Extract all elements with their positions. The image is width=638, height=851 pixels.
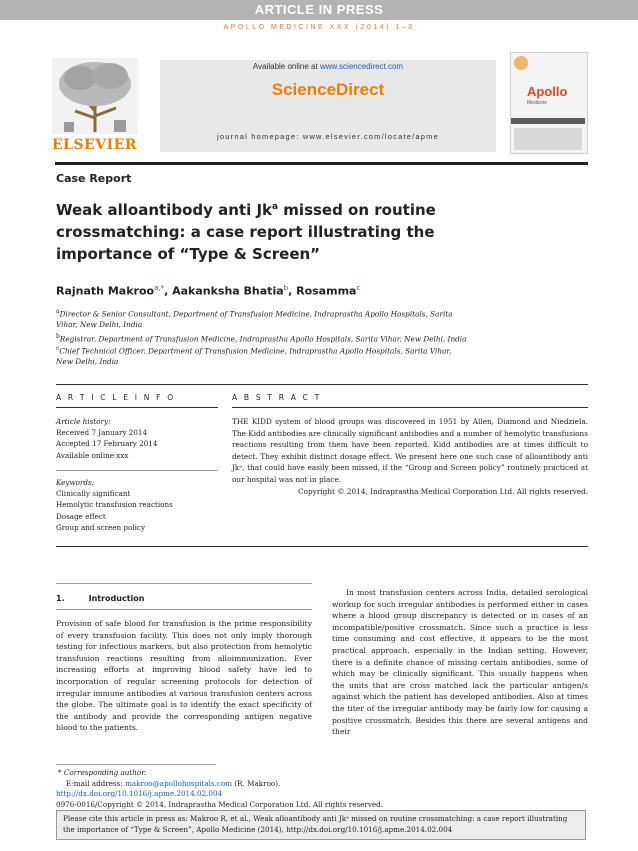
keywords-label: Keywords:: [56, 478, 95, 487]
author-sup[interactable]: c: [356, 284, 361, 292]
sciencedirect-link[interactable]: www.sciencedirect.com: [319, 62, 404, 71]
keyword-item: Group and screen policy: [56, 522, 146, 532]
footnotes: [56, 768, 586, 810]
divider: [56, 583, 312, 584]
running-header: APOLLO MEDICINE XXX (2014) 1–3: [223, 24, 415, 31]
section-heading: [56, 594, 144, 603]
author-name: Rajnath Makroo: [56, 284, 155, 298]
doi-line: [56, 789, 586, 800]
affiliation-text: Chief Technical Officer, Department of Transfusion Medicine, Indraprastha Apollo Hospitals, Sarita Vihar, New Delhi, India: [56, 346, 452, 367]
email-suffix: (R. Makroo).: [232, 778, 281, 788]
title-superscript: a: [272, 202, 279, 212]
divider: [56, 546, 588, 547]
history-item: Available online xxx: [56, 450, 129, 460]
article-title: [56, 196, 476, 265]
article-info-heading: A R T I C L E I N F O: [56, 393, 176, 402]
history-item: Accepted 17 February 2014: [56, 439, 158, 449]
affiliation-sup: c: [56, 345, 60, 352]
elsevier-wordmark: ELSEVIER: [52, 137, 138, 153]
keywords: [56, 477, 216, 533]
section-number: 1.: [56, 594, 65, 603]
cover-image: [514, 128, 582, 150]
author-sup[interactable]: b: [283, 284, 289, 292]
email-line: [56, 779, 586, 790]
affiliation-sup: b: [56, 333, 60, 340]
abstract-copyright: Copyright © 2014, Indraprastha Medical Corporation Ltd. All rights reserved.: [298, 486, 588, 496]
divider: [56, 384, 588, 385]
title-text-2: missed on routine crossmatching: a case report illustrating the importance of “Type & Screen”: [56, 201, 436, 263]
divider: [56, 609, 312, 610]
divider: [56, 470, 218, 471]
title-text-1: Weak alloantibody anti Jk: [56, 201, 272, 219]
affiliation-sup: a: [56, 308, 60, 315]
affiliation-c: [56, 343, 466, 367]
abstract-heading: A B S T R A C T: [232, 393, 322, 402]
cover-subtitle: Medicine: [527, 100, 548, 106]
corresponding-author: * Corresponding author.: [58, 768, 147, 777]
keyword-item: Hemolytic transfusion reactions: [56, 500, 173, 510]
keyword-item: Clinically significant: [56, 489, 131, 499]
article-type: Case Report: [56, 172, 132, 185]
author-name: Aakanksha Bhatia: [172, 284, 284, 298]
author-sep: ,: [288, 284, 297, 298]
author-sep: ,: [164, 284, 173, 298]
history-label: Article history:: [56, 417, 111, 426]
history-item: Received 7 January 2014: [56, 428, 148, 438]
journal-homepage: journal homepage: www.elsevier.com/locate/apme: [217, 132, 439, 141]
author-sup[interactable]: a,*: [154, 284, 165, 292]
cover-title: Apollo: [527, 84, 568, 99]
sciencedirect-wordmark: ScienceDirect: [271, 80, 385, 99]
keyword-item: Dosage effect: [56, 511, 106, 521]
intro-paragraph-left: Provision of safe blood for transfusion is the prime responsibility of every transfusion facility. This does not only imply thorough testing for infectious markers, but also protection from hemolytic transfusion reactions resulting from alloimmunization. Ever increasing efforts at improving blood safety have led to incorporation of regular screening protocols for detection of irregular immune antibodies at various transfusion centers across the globe. The ultimate goal is to identify the exact specificity of the antibody and provide the corresponding antigen negative blood to the patients.: [56, 619, 312, 733]
abstract: [232, 416, 588, 497]
affiliation-a: [56, 306, 456, 330]
intro-paragraph-right: In most transfusion centers across India, detailed serological workup for such irregular antibodies is performed either in cases where a blood group discrepancy is detected or in cases of an incompatible/positive crossmatch. Since such a practice is less time consuming and cost effective, it appears to be the most practical approach, especially in the Indian setting. However, there is a definite chance of missing certain antibodies, some of which may be clinically significant. This usually happens when the units that are cross matched lack the particular antigen/s against which the patient has developed antibodies. Also at times the titer of the irregular antibody may be fairly low for causing a positive crossmatch. Besides this there are several antigens and their: [332, 588, 588, 737]
footnote-rule: [56, 764, 216, 765]
divider: [232, 407, 588, 408]
doi-link[interactable]: http://dx.doi.org/10.1016/j.apme.2014.02.004: [56, 789, 223, 798]
author-name: Rosamma: [296, 284, 357, 298]
author-list: [56, 284, 360, 298]
citation-box: Please cite this article in press as: Makroo R, et al., Weak alloantibody anti Jkᵃ missed on routine crossmatching: a case report illustrating the importance of “Type & Screen”, Apollo Medicine (2014), http://dx.doi.org/10.1016/j.apme.2014.02.004: [56, 810, 586, 840]
email-label: E-mail address:: [66, 778, 126, 788]
header-rule: [55, 162, 588, 165]
affiliation-text: Registrar, Department of Transfusion Medicine, Indraprastha Apollo Hospitals, Sarita Vihar, New Delhi, India: [59, 334, 467, 344]
abstract-text: THE KIDD system of blood groups was discovered in 1951 by Allen, Diamond and Niedziela. The Kidd antibodies are clinically significant antibodies and a number of hemolytic transfusions reactions resulting from them have been reported. Kidd antibodies are at times difficult to detect. They exhibit distinct dosage effect. We present here one such case of alloantibody anti Jkᵃ, that could have easily been missed, if the “Group and Screen policy” routinely practiced at our hospital was not in place.: [232, 417, 588, 484]
section-title: Introduction: [88, 594, 145, 603]
article-in-press-banner: ARTICLE IN PRESS: [0, 0, 638, 20]
cover-logo-icon: [514, 56, 528, 70]
cover-band: [511, 118, 585, 124]
issn-line: 0976-0016/Copyright © 2014, Indraprastha Medical Corporation Ltd. All rights reserved.: [56, 799, 384, 809]
divider: [56, 407, 218, 408]
email-link[interactable]: makroo@apollohospitals.com: [125, 778, 233, 788]
available-online-line: [160, 62, 496, 71]
article-history: [56, 416, 216, 461]
available-prefix: Available online at: [252, 62, 320, 71]
affiliation-text: Director & Senior Consultant, Department of Transfusion Medicine, Indraprastha Apollo Hospitals, Sarita Vihar, New Delhi, India: [56, 309, 453, 330]
